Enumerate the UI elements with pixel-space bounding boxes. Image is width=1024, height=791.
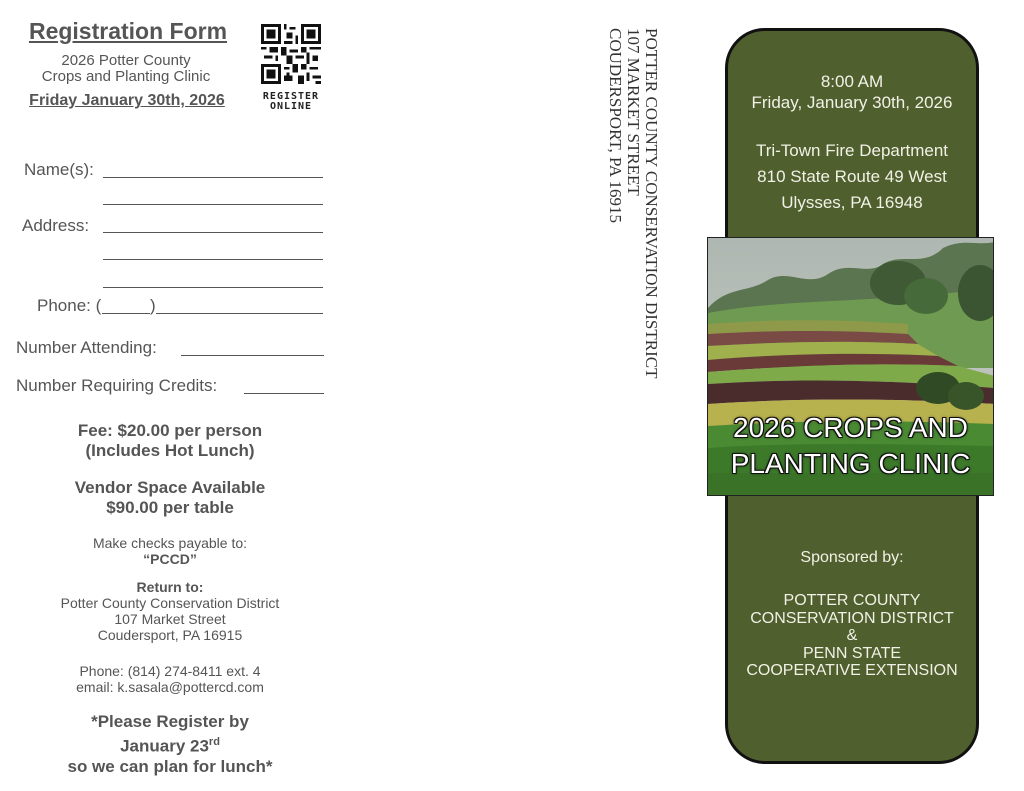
area-code-field[interactable] xyxy=(102,313,150,314)
sponsor-list xyxy=(728,592,976,680)
register-note xyxy=(20,712,320,777)
clinic-title-line2: PLANTING CLINIC xyxy=(730,448,971,479)
contact-phone: Phone: (814) 274-8411 ext. 4 xyxy=(79,663,261,679)
fee-line2: (Includes Hot Lunch) xyxy=(85,441,255,460)
number-attending-field[interactable] xyxy=(181,355,324,356)
sponsor-line4: PENN STATE xyxy=(802,644,902,662)
qr-caption-line1: REGISTER xyxy=(262,91,320,102)
register-line3: so we can plan for lunch* xyxy=(67,756,273,776)
qr-code-icon[interactable] xyxy=(261,24,321,84)
address-label: Address: xyxy=(22,216,90,235)
clinic-title-line1: 2026 CROPS AND xyxy=(733,412,968,443)
return-label: Return to: xyxy=(136,579,204,595)
address-field-line2[interactable] xyxy=(103,259,323,260)
event-date: Friday, January 30th, 2026 xyxy=(751,93,953,112)
checks-line1: Make checks payable to: xyxy=(92,535,248,551)
fee-line1: Fee: $20.00 per person xyxy=(77,421,263,440)
number-credits-field[interactable] xyxy=(244,393,324,394)
event-time: 8:00 AM xyxy=(820,72,884,91)
event-time-date xyxy=(728,71,976,113)
mailing-line2: 107 MARKET STREET xyxy=(624,28,643,196)
phone-label: Phone: ( xyxy=(37,296,102,315)
contact-email[interactable]: email: k.sasala@pottercd.com xyxy=(76,679,264,695)
mailing-line3: COUDERSPORT, PA 16915 xyxy=(606,28,625,224)
return-line2: 107 Market Street xyxy=(114,611,226,627)
address-field-line3[interactable] xyxy=(103,287,323,288)
sponsor-line1: POTTER COUNTY xyxy=(783,592,921,609)
clinic-title xyxy=(707,410,994,482)
register-line1: *Please Register by xyxy=(91,712,249,731)
names-field-line2[interactable] xyxy=(103,204,323,205)
sponsor-line3: & xyxy=(846,627,858,644)
contact-info xyxy=(20,663,320,695)
form-title: Registration Form xyxy=(28,18,228,44)
venue-line3: Ulysses, PA 16948 xyxy=(781,193,923,212)
vendor-line2: $90.00 per table xyxy=(106,498,234,517)
checks-info xyxy=(20,535,320,567)
mailing-line1: POTTER COUNTY CONSERVATION DISTRICT xyxy=(642,28,661,379)
vendor-line1: Vendor Space Available xyxy=(74,478,266,497)
return-line3: Coudersport, PA 16915 xyxy=(97,627,243,643)
form-date: Friday January 30th, 2026 xyxy=(29,92,225,109)
form-subtitle xyxy=(18,53,234,85)
qr-caption-line2: ONLINE xyxy=(269,101,313,112)
register-line2 xyxy=(20,732,320,757)
phone-field[interactable] xyxy=(156,313,323,314)
address-field-line1[interactable] xyxy=(103,232,323,233)
number-attending-label: Number Attending: xyxy=(16,338,157,357)
sponsored-by-label: Sponsored by: xyxy=(800,549,904,566)
sponsor-line5: COOPERATIVE EXTENSION xyxy=(746,662,958,679)
form-subtitle-line2: Crops and Planting Clinic xyxy=(41,68,211,85)
venue-line1: Tri-Town Fire Department xyxy=(755,141,949,160)
return-line1: Potter County Conservation District xyxy=(60,595,280,611)
vendor-info xyxy=(20,478,320,518)
names-label: Name(s): xyxy=(24,160,94,179)
phone-close-paren: ) xyxy=(150,296,156,315)
names-field-line1[interactable] xyxy=(103,177,323,178)
register-line2-text: January 23 xyxy=(120,736,209,756)
number-credits-label: Number Requiring Credits: xyxy=(16,376,218,395)
form-subtitle-line1: 2026 Potter County xyxy=(61,52,191,69)
qr-caption xyxy=(254,92,328,112)
checks-line2: “PCCD” xyxy=(143,551,197,567)
fee-info xyxy=(20,421,320,461)
mailing-address xyxy=(606,28,660,378)
return-info xyxy=(10,579,330,643)
venue-line2: 810 State Route 49 West xyxy=(757,167,947,186)
register-line2-sup: rd xyxy=(208,736,220,748)
event-venue xyxy=(728,138,976,216)
sponsor-line2: CONSERVATION DISTRICT xyxy=(750,609,954,627)
